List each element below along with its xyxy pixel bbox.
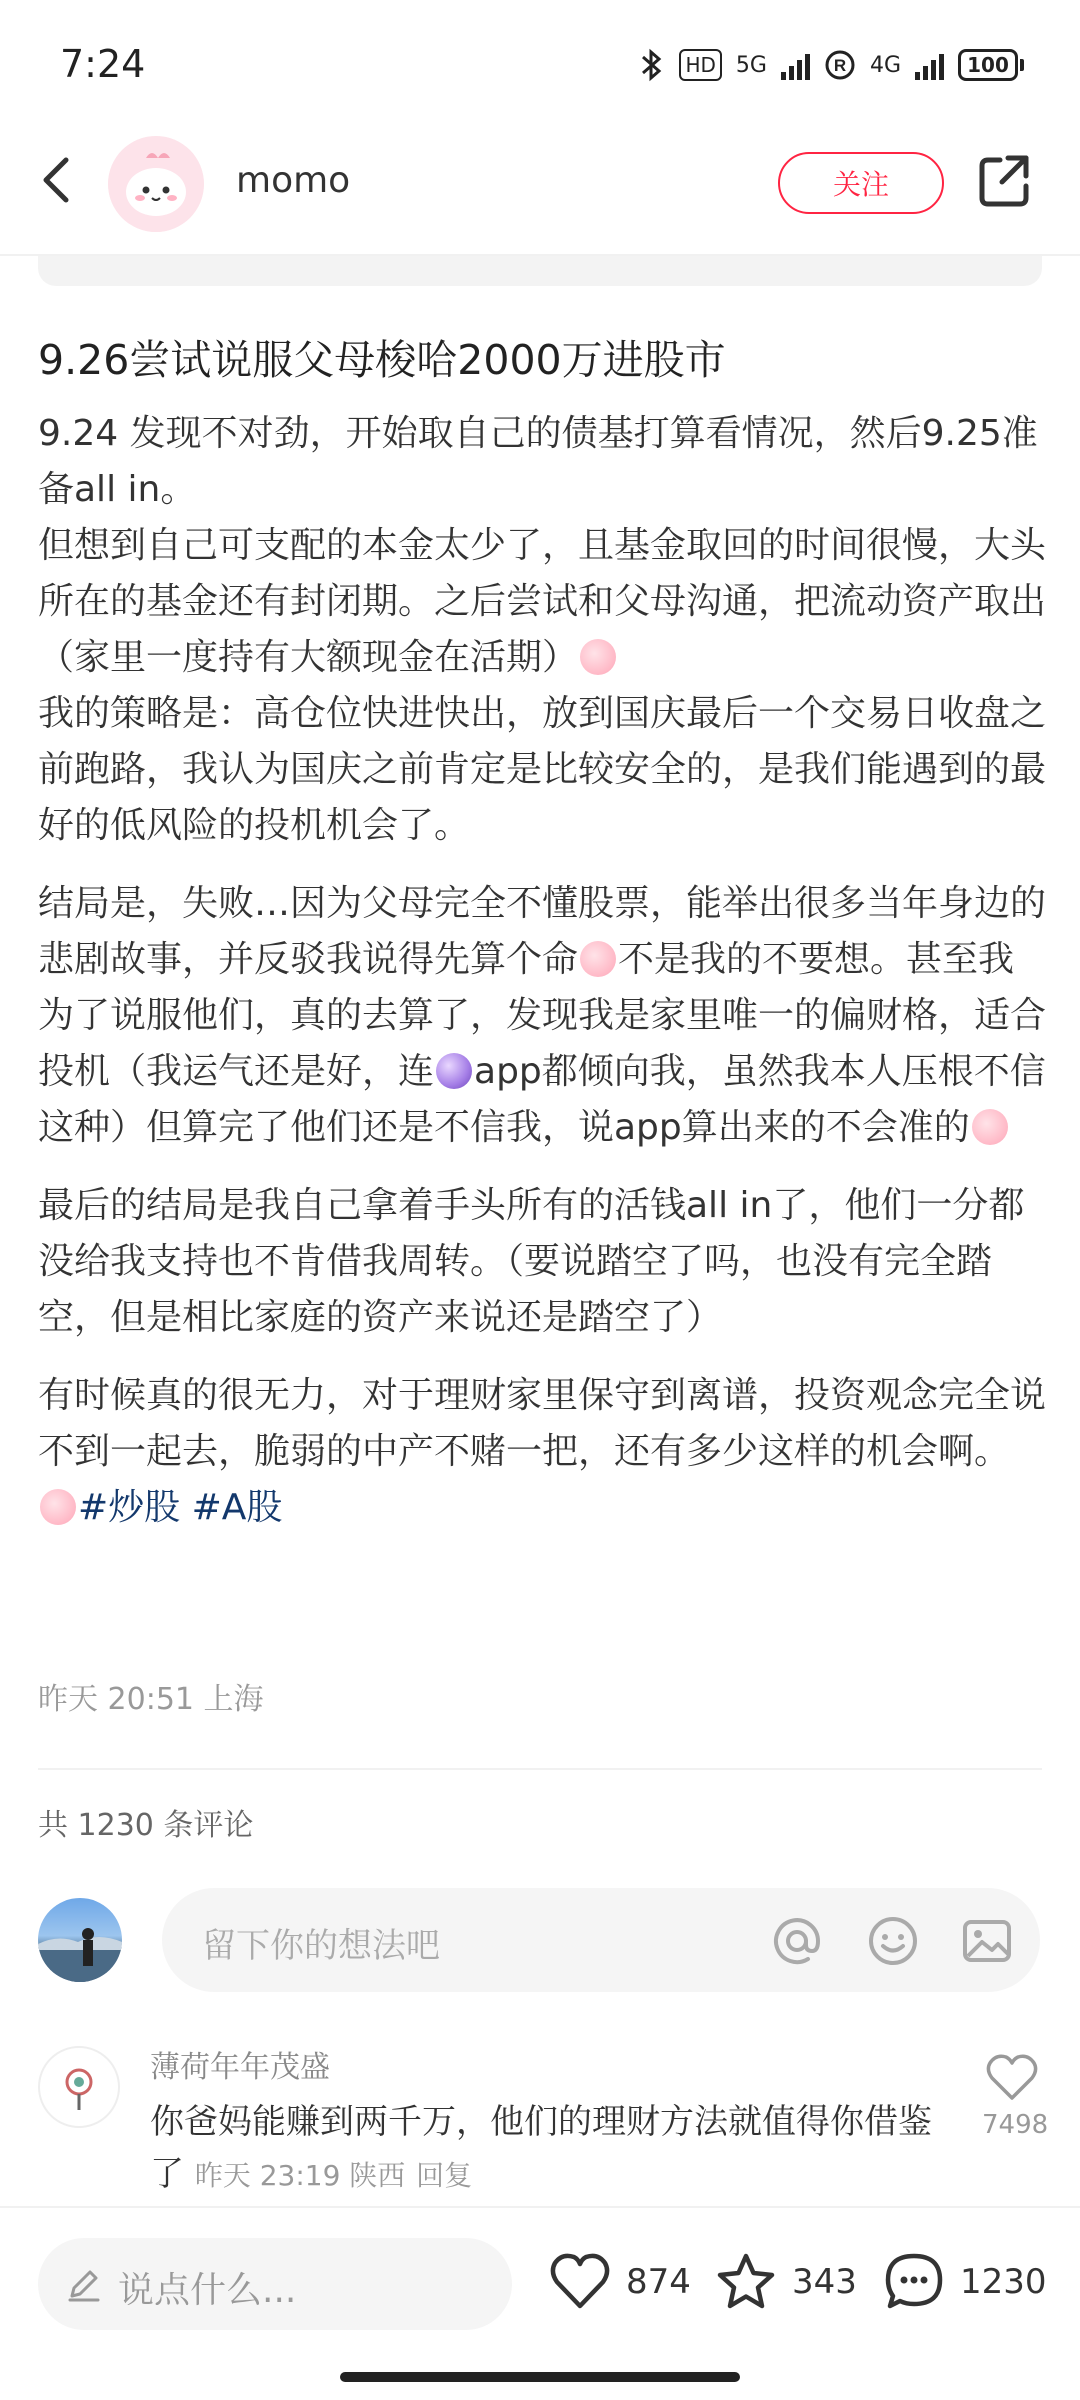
like-count: 874 (626, 2262, 691, 2302)
scream-emoji-icon (972, 1109, 1008, 1145)
author-avatar[interactable] (108, 136, 204, 232)
status-icons (639, 48, 1024, 82)
comment-bubble-icon (882, 2250, 946, 2314)
share-icon (974, 150, 1036, 212)
bottom-bar-divider (0, 2206, 1080, 2208)
collect-count: 343 (792, 2262, 857, 2302)
image-carousel-edge (38, 256, 1042, 286)
comment-time: 昨天 23:19 陕西 (194, 2159, 406, 2192)
emoji-icon[interactable] (866, 1914, 920, 1968)
note-meta: 昨天 20:51 上海 (38, 1682, 264, 1717)
follow-button[interactable]: 关注 (778, 152, 944, 214)
paragraph: 结局是，失败…因为父母完全不懂股票，能举出很多当年身边的悲剧故事，并反驳我说得先算个命 不是我的不要想。甚至我为了说服他们，真的去算了，发现我是家里唯一的偏财格，适合投机（我运气还是好，连 app都倾向我，虽然我本人压根不信这种）但算完了他们还是不信我，说app算出来的不会准的 (38, 883, 1047, 1148)
comment-text[interactable]: 你爸妈能赚到两千万，他们的理财方法就值得你借鉴了 昨天 23:19 陕西 回复 (150, 2102, 932, 2194)
commenter-avatar[interactable] (38, 2046, 120, 2128)
crying-emoji-icon (580, 639, 616, 675)
note-title: 9.26尝试说服父母梭哈2000万进股市 (38, 336, 726, 384)
author-name[interactable]: momo (236, 160, 351, 201)
commenter-name[interactable]: 薄荷年年茂盛 (150, 2050, 330, 2085)
comment-input[interactable] (162, 1888, 1040, 1992)
paragraph: 最后的结局是我自己拿着手头所有的活钱all in了，他们一分都没给我支持也不肯借我周转。（要说踏空了吗，也没有完全踏空，但是相比家庭的资产来说还是踏空了） (38, 1185, 1025, 1338)
paragraph: 但想到自己可支配的本金太少了，且基金取回的时间很慢，大头所在的基金还有封闭期。之后尝试和父母沟通，把流动资产取出（家里一度持有大额现金在活期） (38, 525, 1047, 678)
mention-icon[interactable] (770, 1914, 824, 1968)
signal-5g-icon (781, 50, 810, 80)
collect-button[interactable] (714, 2250, 857, 2314)
battery-icon (958, 49, 1024, 81)
battery-level: 100 (958, 49, 1018, 81)
pencil-icon (64, 2264, 104, 2304)
crystal-ball-emoji-icon (436, 1053, 472, 1089)
net-5g-label: 5G (735, 52, 767, 78)
crying-emoji-icon (40, 1489, 76, 1525)
paragraph: 有时候真的很无力，对于理财家里保守到离谱，投资观念完全说不到一起去，脆弱的中产不赌一把，还有多少这样的机会啊。#炒股 #A股 (38, 1375, 1047, 1528)
divider (38, 1768, 1042, 1770)
comment-input-placeholder: 留下你的想法吧 (202, 1926, 440, 1966)
comment-button[interactable] (882, 2250, 1047, 2314)
net-4g-label: 4G (869, 52, 901, 78)
back-button[interactable] (30, 150, 90, 210)
sweat-emoji-icon (580, 941, 616, 977)
like-button[interactable] (548, 2250, 691, 2314)
comment-like-button[interactable] (984, 2052, 1040, 2102)
bottom-comment-input[interactable] (38, 2238, 512, 2330)
share-button[interactable] (974, 150, 1036, 212)
reply-button[interactable]: 回复 (416, 2159, 473, 2192)
note-body (38, 406, 1048, 1558)
chevron-left-icon (30, 150, 90, 210)
registered-icon (824, 49, 856, 81)
paragraph: 我的策略是：高仓位快进快出，放到国庆最后一个交易日收盘之前跑路，我认为国庆之前肯定是比较安全的，是我们能遇到的最好的低风险的投机机会了。 (38, 693, 1047, 846)
svg-text:R: R (833, 56, 847, 75)
image-icon[interactable] (960, 1914, 1014, 1968)
signal-4g-icon (915, 50, 944, 80)
star-icon (714, 2250, 778, 2314)
bottom-input-placeholder: 说点什么... (118, 2270, 297, 2311)
comment-like-count: 7498 (982, 2110, 1049, 2140)
hashtag-link[interactable]: #炒股 (78, 1487, 181, 1528)
my-avatar[interactable] (38, 1898, 122, 1982)
comment-count-bottom: 1230 (960, 2262, 1047, 2302)
home-indicator[interactable] (340, 2372, 740, 2382)
heart-icon (984, 2052, 1040, 2102)
bluetooth-icon (639, 48, 665, 82)
hd-badge: HD (679, 49, 721, 81)
hashtag-link[interactable]: #A股 (191, 1487, 283, 1528)
paragraph: 9.24 发现不对劲，开始取自己的债基打算看情况，然后9.25准备all in。 (38, 413, 1038, 510)
comment-count: 共 1230 条评论 (38, 1808, 254, 1843)
heart-icon (548, 2250, 612, 2314)
status-time: 7:24 (60, 42, 146, 86)
